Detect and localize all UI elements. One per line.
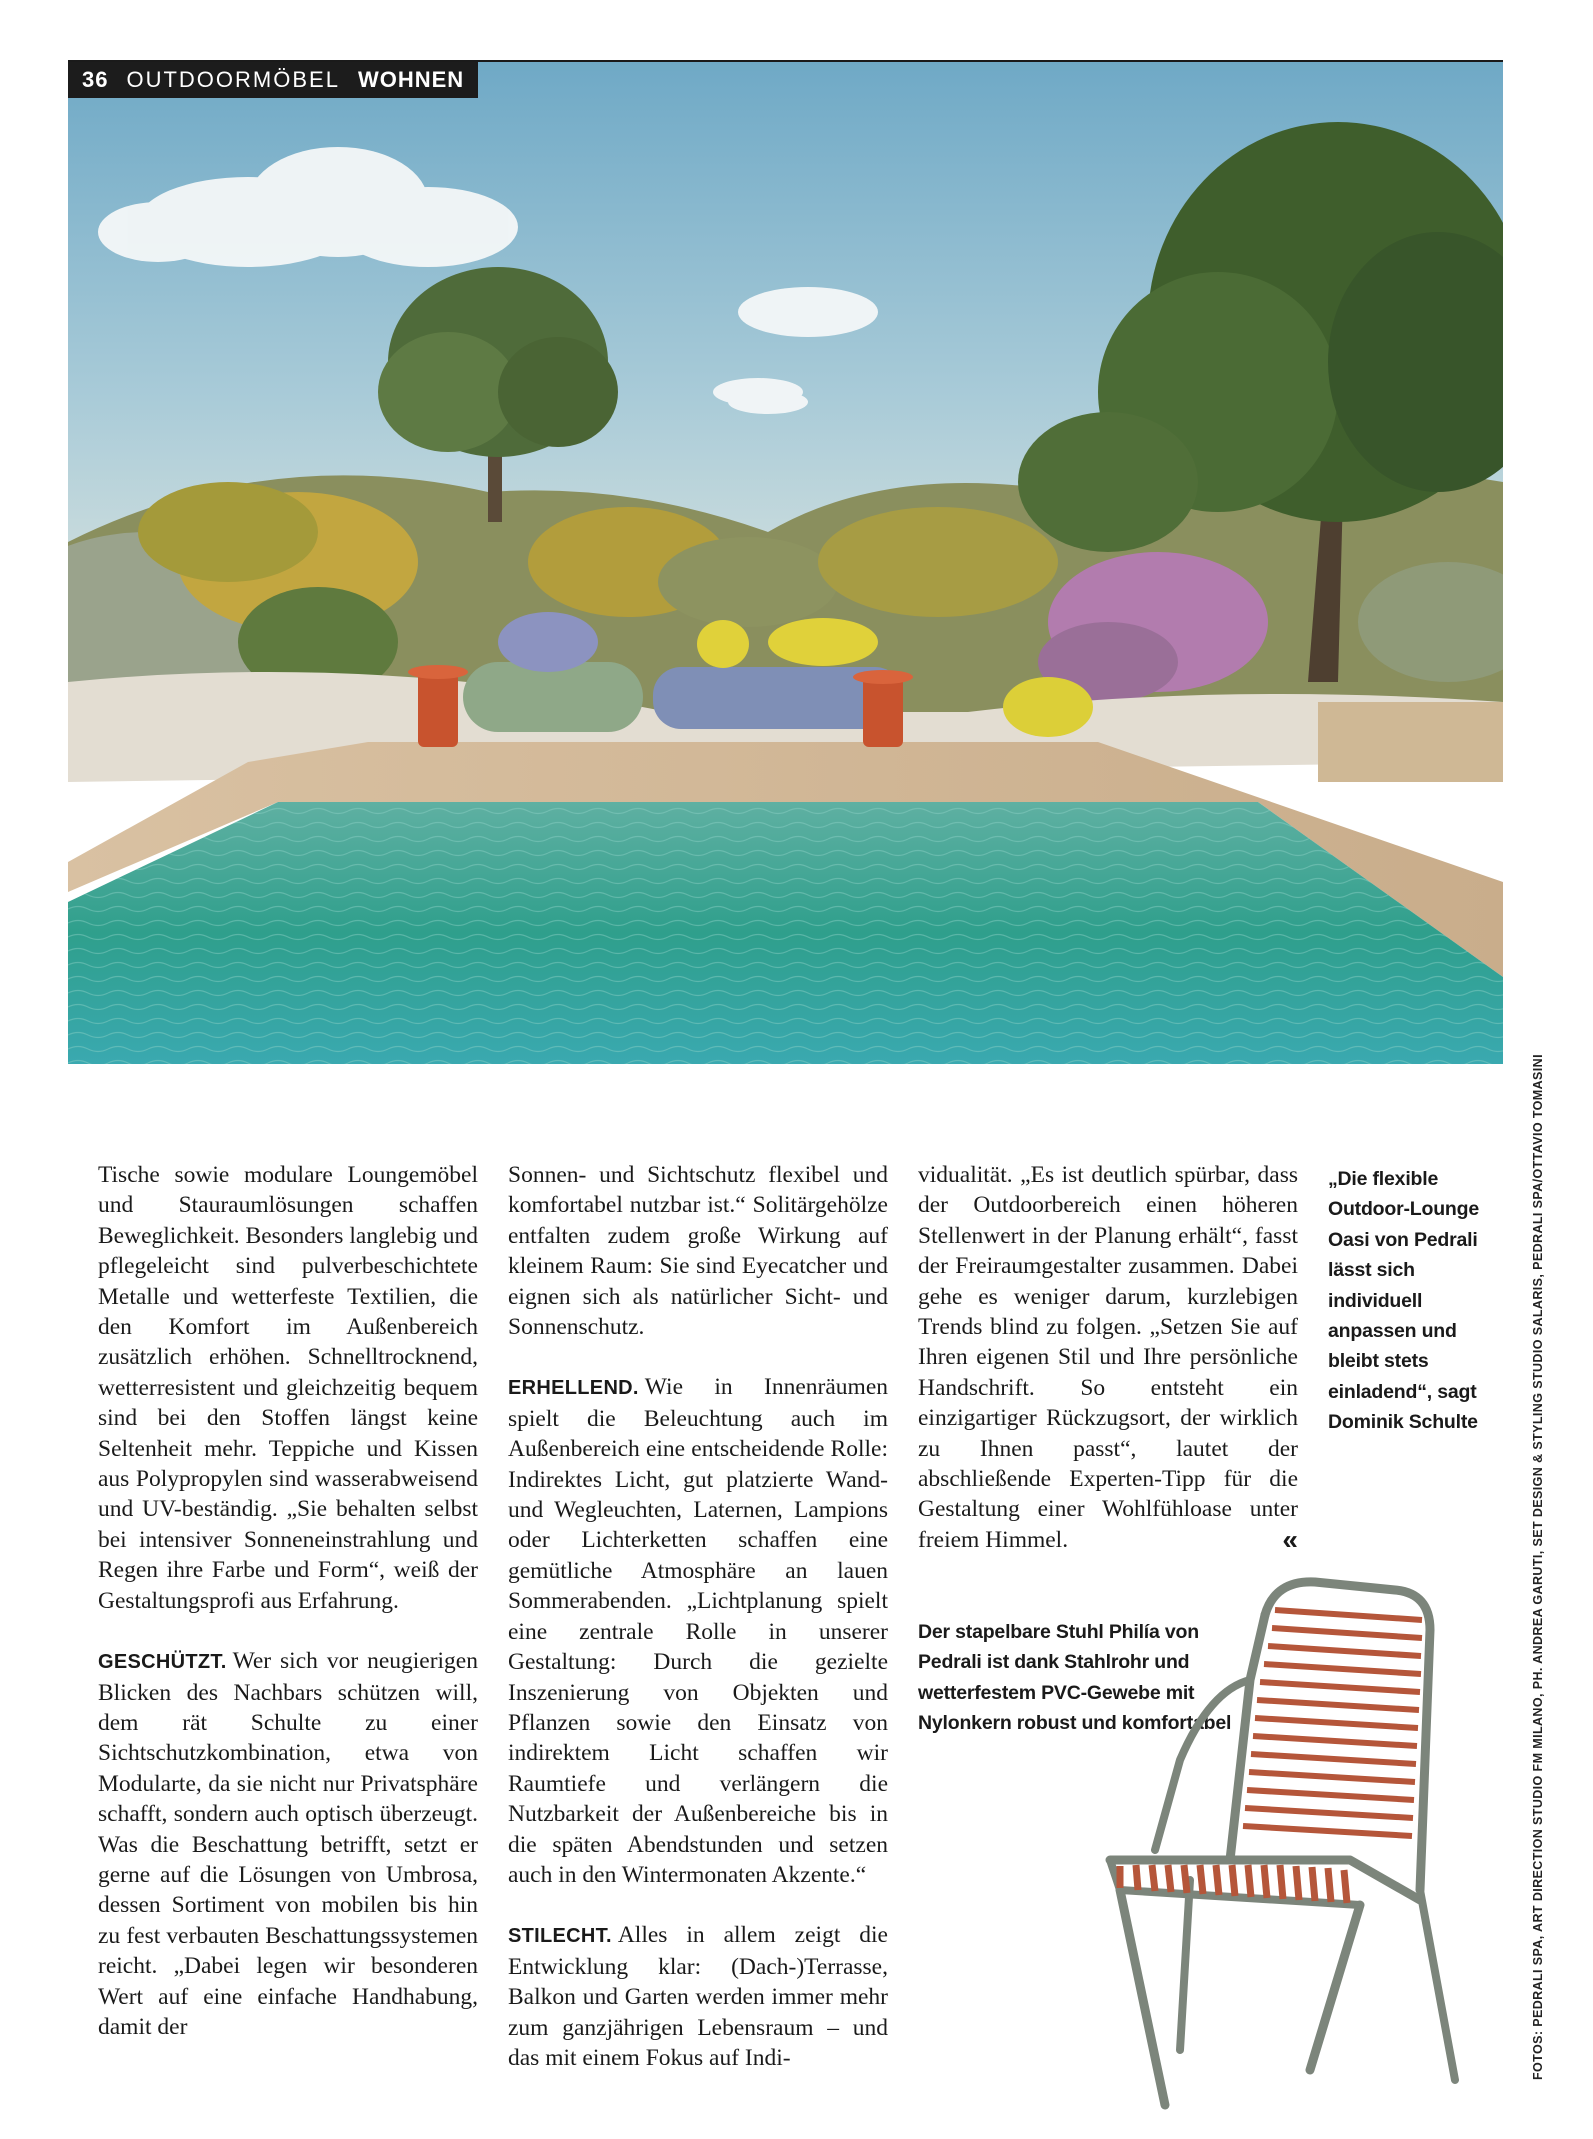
kicker-geschuetzt: GESCHÜTZT. — [98, 1651, 227, 1674]
paragraph: Tische sowie modulare Loungemöbel und Stauraumlösungen schaffen Beweglichkeit. Besonders langlebig und pflegeleicht sind pulverbeschichtete Metalle und wetterfeste Textilien, die den Komfort im Außenbereich zusätzlich erhöhen. Schnelltrocknend, wetterresistent und gleichzeitig bequem sind bei den Stoffen längst keine Seltenheit mehr. Teppiche und Kissen aus Polypropylen sind wasserabweisend und UV-beständig. „Sie behalten selbst bei intensiver Sonneneinstrahlung und Regen ihre Farbe und Form“, weiß der Gestaltungsprofi aus Erfahrung. — [98, 1162, 478, 1614]
kicker-erhellend: ERHELLEND. — [508, 1377, 639, 1400]
bench-block — [1318, 702, 1503, 782]
paragraph — [918, 1160, 1298, 1555]
article-column-3 — [918, 1160, 1298, 1555]
section-label: WOHNEN — [357, 67, 465, 92]
kicker-stilecht: STILECHT. — [508, 1925, 612, 1948]
paragraph — [508, 1372, 888, 1890]
paragraph — [508, 1920, 888, 2073]
chair-leg-back — [1310, 1905, 1360, 2070]
paragraph-text: vidualität. „Es ist deutlich spürbar, dass der Outdoorbereich einen höheren Stellenwert in der Planung erhält“, fasst der Freiraumgestalter zusammen. Dabei gehe es weniger darum, kurzlebigen Trends blind zu folgen. „Setzen Sie auf Ihren eigenen Stil und Ihre persönliche Handschrift. So entsteht ein einzigartiger Rückzugsort, der wirklich zu Ihnen passt“, lautet der abschließende Experten-Tipp für die Gestaltung einer Wohlfühloase unter freiem Himmel. — [918, 1162, 1298, 1553]
photo-credit: FOTOS: PEDRALI SPA, ART DIRECTION STUDIO FM MILANO, PH. ANDREA GARUTI, SET DESIGN & STYLING STUDIO SALARIS, PEDRALI SPA/OTTAVIO TOMASINI — [1531, 1054, 1545, 2080]
end-mark-icon: « — [1282, 1523, 1298, 1555]
rubric-label: OUTDOORMÖBEL — [126, 67, 340, 92]
paragraph — [98, 1646, 478, 2042]
chair-leg-front — [1120, 1890, 1165, 2105]
hero-photo — [68, 62, 1503, 1064]
chair-caption: Der stapelbare Stuhl Philía von Pedrali ist dank Stahlrohr und wetterfestem PVC-Gewebe mit Nylonkern robust und komfortabel — [918, 1621, 1232, 1735]
paragraph: Sonnen- und Sichtschutz flexibel und komfortabel nutzbar ist.“ Solitärgehölze entfalten zudem große Wirkung auf kleinem Raum: Sie sind Eyecatcher und eignen sich als natürlicher Sicht- und Sonnenschutz. — [508, 1162, 888, 1341]
pull-quote: „Die flexible Outdoor-Lounge Oasi von Pedrali lässt sich individuell anpassen und bleibt stets einladend“, sagt Dominik Schulte — [1328, 1168, 1479, 1434]
page-number: 36 — [82, 67, 109, 92]
chair-image — [1060, 1560, 1510, 2115]
paragraph-text: Wer sich vor neugierigen Blicken des Nachbars schützen will, dem rät Schulte zu einer Sichtschutzkombination, etwa von Modularte, da sie nicht nur Privatsphäre schafft, sondern auch optisch überzeugt. Was die Beschattung betrifft, setzt er gerne auf die Lösungen von Umbrosa, dessen Sortiment von mobilen bis hin zu fest verbauten Beschattungssystemen reicht. „Dabei legen wir besonderen Wert auf eine einfache Handhabung, damit der — [98, 1648, 478, 2040]
article-column-1 — [98, 1160, 478, 2042]
paragraph-text: Alles in allem zeigt die Entwicklung klar: (Dach-)Terrasse, Balkon und Garten werden immer mehr zum ganzjährigen Lebensraum – und das mit einem Fokus auf Indi- — [508, 1922, 888, 2071]
pool-lounge-image — [68, 62, 1503, 1064]
page-header — [68, 62, 478, 98]
chair-back-weave — [1243, 1610, 1422, 1836]
article-column-2 — [508, 1160, 888, 2073]
paragraph-text: Wie in Innenräumen spielt die Beleuchtung auch im Außenbereich eine entscheidende Rolle: Indirektes Licht, gut platzierte Wand- und Wegleuchten, Laternen, Lampions oder Lichterketten schaffen eine gemütliche Atmosphäre an lauen Sommerabenden. „Lichtplanung spielt eine zentrale Rolle in unserer Gestaltung: Durch die gezielte Inszenierung von Objekten und Pflanzen sowie den Einsatz von indirektem Licht schaffen wir Raumtiefe und verlängern die Nutzbarkeit der Außenbereiche bis in die späten Abendstunden und setzen auch in den Wintermonaten Akzente.“ — [508, 1374, 888, 1888]
